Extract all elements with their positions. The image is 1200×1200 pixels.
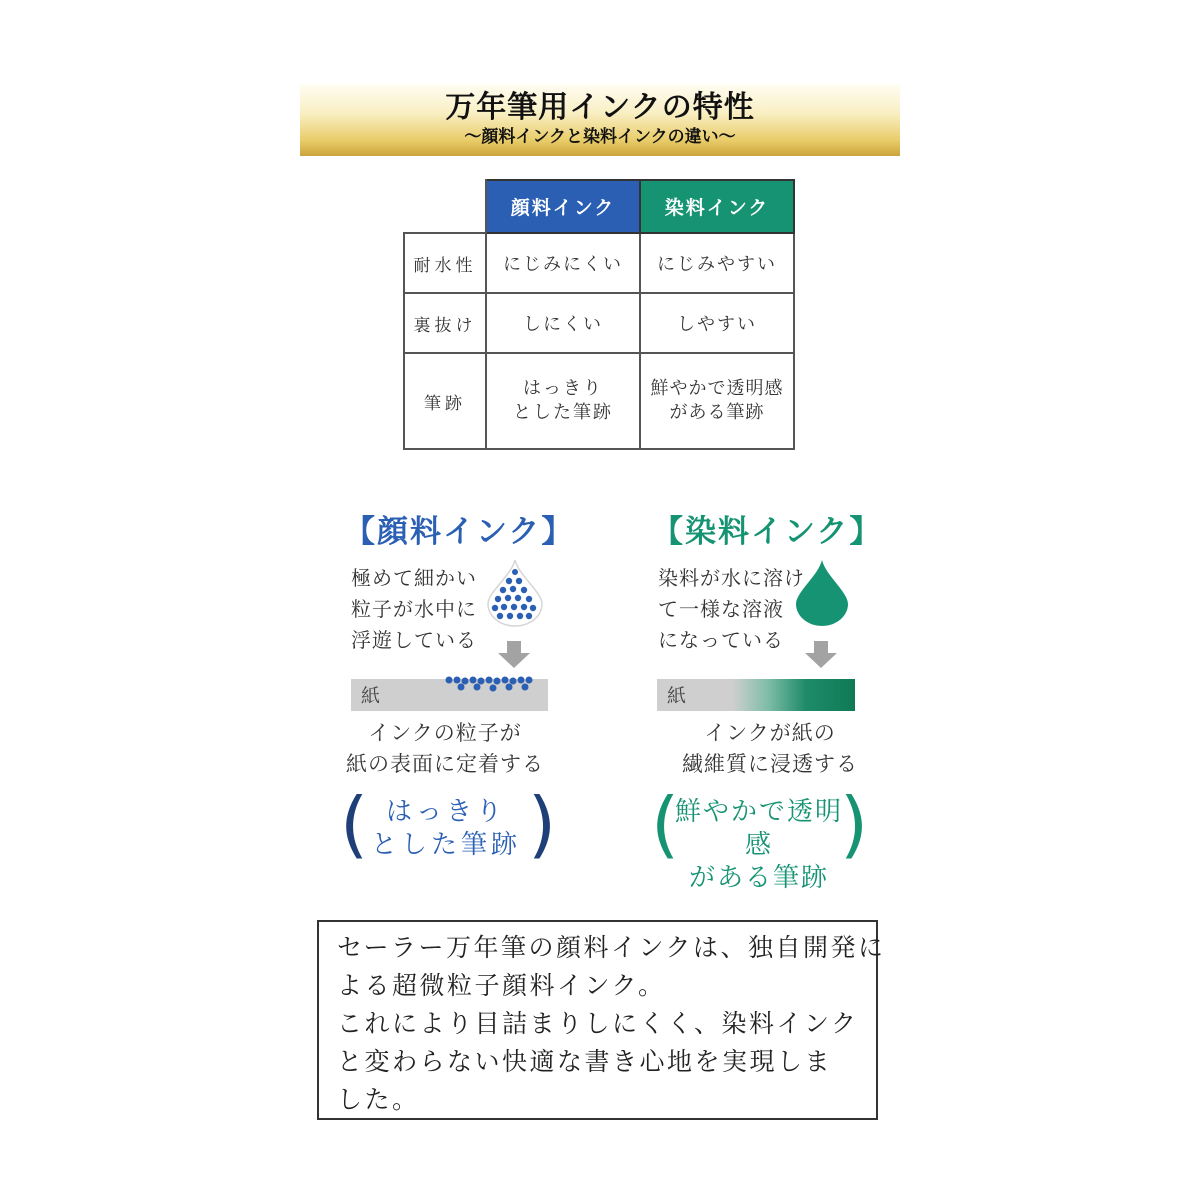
comparison-table bbox=[403, 179, 795, 450]
close-paren-icon: ) bbox=[528, 782, 557, 866]
emphasis-line: とした筆跡 bbox=[370, 830, 521, 860]
page-subtitle: 〜顔料インクと染料インクの違い〜 bbox=[464, 127, 736, 147]
cell-line: はっきり bbox=[523, 378, 603, 399]
desc-line: 極めて細かい bbox=[351, 566, 477, 590]
table-row bbox=[404, 293, 794, 353]
cell-line: 鮮やかで透明感 bbox=[650, 378, 784, 399]
emphasis-line: はっきり bbox=[385, 797, 506, 827]
pigment-droplet-icon bbox=[485, 558, 545, 628]
cell-line: とした筆跡 bbox=[513, 402, 613, 423]
dye-emphasis bbox=[664, 796, 854, 895]
table-corner bbox=[404, 180, 486, 233]
dye-description bbox=[658, 563, 805, 656]
cell-pigment: にじみにくい bbox=[486, 233, 640, 293]
paper-label: 紙 bbox=[667, 685, 687, 707]
description-box bbox=[317, 920, 886, 1120]
note-line: セーラー万年筆の顔料インクは、独自開発に bbox=[337, 933, 886, 962]
arrow-down-icon bbox=[497, 641, 531, 669]
result-line: 繊維質に浸透する bbox=[682, 752, 858, 776]
open-paren-icon: ( bbox=[340, 782, 369, 866]
result-line: インクの粒子が bbox=[368, 721, 522, 745]
cell-pigment bbox=[486, 353, 640, 449]
title-banner bbox=[300, 84, 900, 156]
note-line: これにより目詰まりしにくく、染料インク bbox=[337, 1009, 859, 1038]
open-paren-icon: ( bbox=[651, 782, 680, 866]
page-title: 万年筆用インクの特性 bbox=[445, 90, 755, 125]
table-header-row bbox=[404, 180, 794, 233]
desc-line: て一様な溶液 bbox=[658, 597, 784, 621]
close-paren-icon: ) bbox=[840, 782, 869, 866]
cell-line: がある筆跡 bbox=[669, 402, 765, 423]
pigment-heading: 【顔料インク】 bbox=[344, 514, 575, 550]
note-line: よる超微粒子顔料インク。 bbox=[337, 971, 666, 1000]
result-line: インクが紙の bbox=[704, 721, 836, 745]
table-row bbox=[404, 233, 794, 293]
cell-dye bbox=[640, 353, 794, 449]
pigment-particles-icon bbox=[444, 674, 536, 694]
dye-heading: 【染料インク】 bbox=[652, 514, 883, 550]
row-label: 筆跡 bbox=[404, 353, 486, 449]
row-label: 耐水性 bbox=[404, 233, 486, 293]
arrow-down-icon bbox=[804, 641, 838, 669]
pigment-emphasis bbox=[362, 796, 530, 862]
desc-line: 粒子が水中に bbox=[351, 597, 477, 621]
desc-line: 浮遊している bbox=[351, 628, 477, 652]
note-line: と変わらない快適な書き心地を実現しま bbox=[337, 1047, 833, 1076]
cell-dye: しやすい bbox=[640, 293, 794, 353]
emphasis-line: がある筆跡 bbox=[688, 863, 829, 893]
table-row bbox=[404, 353, 794, 449]
dye-result bbox=[660, 718, 880, 780]
cell-dye: にじみやすい bbox=[640, 233, 794, 293]
header-pigment: 顔料インク bbox=[486, 180, 640, 233]
paper-label: 紙 bbox=[361, 685, 381, 707]
result-line: 紙の表面に定着する bbox=[346, 752, 544, 776]
desc-line: 染料が水に溶け bbox=[658, 566, 805, 590]
emphasis-line: 鮮やかで透明感 bbox=[674, 797, 843, 860]
dye-droplet-icon bbox=[794, 558, 850, 628]
cell-pigment: しにくい bbox=[486, 293, 640, 353]
paper-strip bbox=[657, 679, 855, 711]
row-label: 裏抜け bbox=[404, 293, 486, 353]
desc-line: になっている bbox=[658, 628, 784, 652]
header-dye: 染料インク bbox=[640, 180, 794, 233]
note-line: した。 bbox=[337, 1085, 420, 1114]
pigment-description bbox=[351, 563, 477, 656]
pigment-result bbox=[335, 718, 555, 780]
